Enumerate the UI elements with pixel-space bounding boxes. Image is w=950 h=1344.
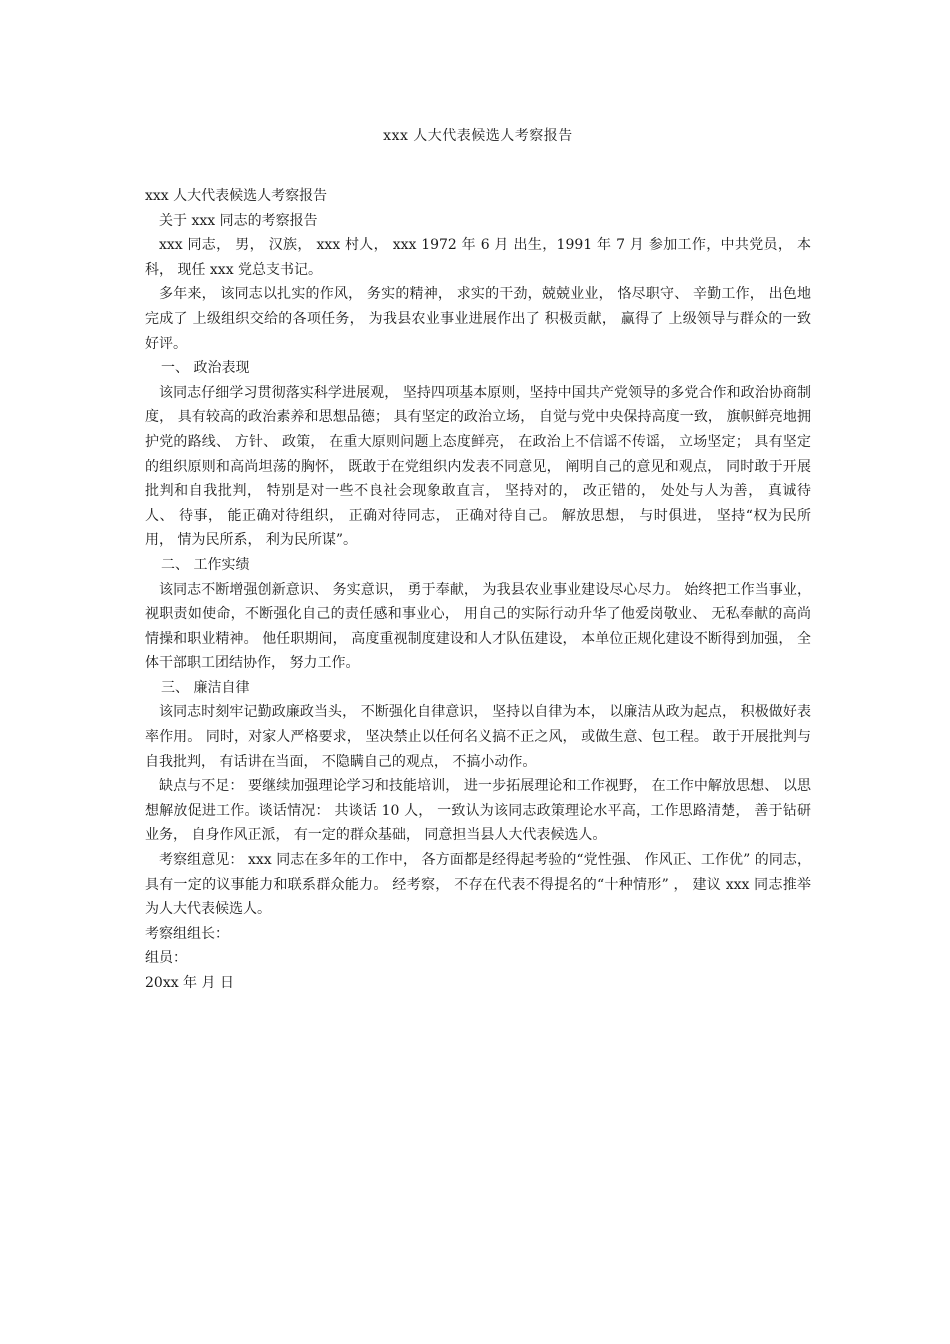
work-performance-paragraph: 该同志不断增强创新意识、 务实意识， 勇于奉献， 为我县农业事业建设尽心尽力。 始终把工作当事业， 视职责如使命，不断强化自己的责任感和事业心， 用自己的实际行动升华了他爱岗敬业、 无私奉献的高尚情操和职业精神。 他任职期间， 高度重视制度建设和人才队伍建设， 本单位正规化建设不断得到加强， 全体干部职工团结协作， 努力工作。 — [145, 581, 811, 672]
report-heading-line: xxx 人大代表候选人考察报告 — [145, 188, 328, 204]
integrity-paragraph: 该同志时刻牢记勤政廉政当头， 不断强化自律意识， 坚持以自律为本， 以廉洁从政为起点， 积极做好表率作用。 同时，对家人严格要求， 坚决禁止以任何名义搞不正之风， 或做生意、包工程。 敢于开展批判与自我批判， 有话讲在当面， 不隐瞒自己的观点， 不搞小动作。 — [145, 704, 811, 770]
date-line: 20xx 年 月 日 — [145, 975, 234, 991]
document-page — [145, 124, 811, 996]
section-heading-political: 一、 政治表现 — [161, 360, 250, 377]
shortcomings-paragraph: 缺点与不足： 要继续加强理论学习和技能培训， 进一步拓展理论和工作视野， 在工作中解放思想、 以思想解放促进工作。谈话情况： 共谈话 10 人， 一致认为该同志政策理论水平高，工作思路清楚， 善于钻研业务， 自身作风正派， 有一定的群众基础， 同意担当县人大代表候选人。 — [145, 778, 811, 844]
team-opinion-paragraph: 考察组意见： xxx 同志在多年的工作中， 各方面都是经得起考验的“党性强、 作风正、工作优” 的同志， 具有一定的议事能力和联系群众能力。 经考察， 不存在代表不得提名的“十种情形” ， 建议 xxx 同志推举为人大代表候选人。 — [145, 852, 811, 918]
candidate-profile-paragraph: xxx 同志， 男， 汉族， xxx 村人， xxx 1972 年 6 月 出生，1991 年 7 月 参加工作，中共党员， 本科， 现任 xxx 党总支书记。 — [145, 237, 811, 278]
political-performance-paragraph: 该同志仔细学习贯彻落实科学进展观， 坚持四项基本原则，坚持中国共产党领导的多党合作和政治协商制度， 具有较高的政治素养和思想品德； 具有坚定的政治立场， 自觉与党中央保持高度一致， 旗帜鲜亮地拥护党的路线、 方针、 政策， 在重大原则问题上态度鲜亮， 在政治上不信谣不传谣， 立场坚定； 具有坚定的组织原则和高尚坦荡的胸怀， 既敢于在党组织内发表不同意见， 阐明自己的意见和观点， 同时敢于开展批判和自我批判， 特别是对一些不良社会现象敢直言， 坚持对的， 改正错的， 处处与人为善， 真诚待人、 待事， 能正确对待组织， 正确对待同志， 正确对待自己。 解放思想， 与时俱进， 坚持“权为民所用， 情为民所系， 利为民所谋”。 — [145, 384, 811, 549]
team-members-line: 组员： — [145, 950, 187, 967]
team-leader-line: 考察组组长： — [145, 925, 229, 942]
summary-paragraph: 多年来， 该同志以扎实的作风， 务实的精神， 求实的干劲，兢兢业业， 恪尽职守、 辛勤工作， 出色地完成了 上级组织交给的各项任务， 为我县农业事业进展作出了 积极贡献， 赢得了 上级领导与群众的一致好评。 — [145, 286, 811, 352]
report-subtitle: 关于 xxx 同志的考察报告 — [159, 212, 318, 229]
section-heading-work: 二、 工作实绩 — [161, 556, 250, 573]
document-title: xxx 人大代表候选人考察报告 — [383, 128, 573, 144]
section-heading-integrity: 三、 廉洁自律 — [161, 679, 250, 696]
